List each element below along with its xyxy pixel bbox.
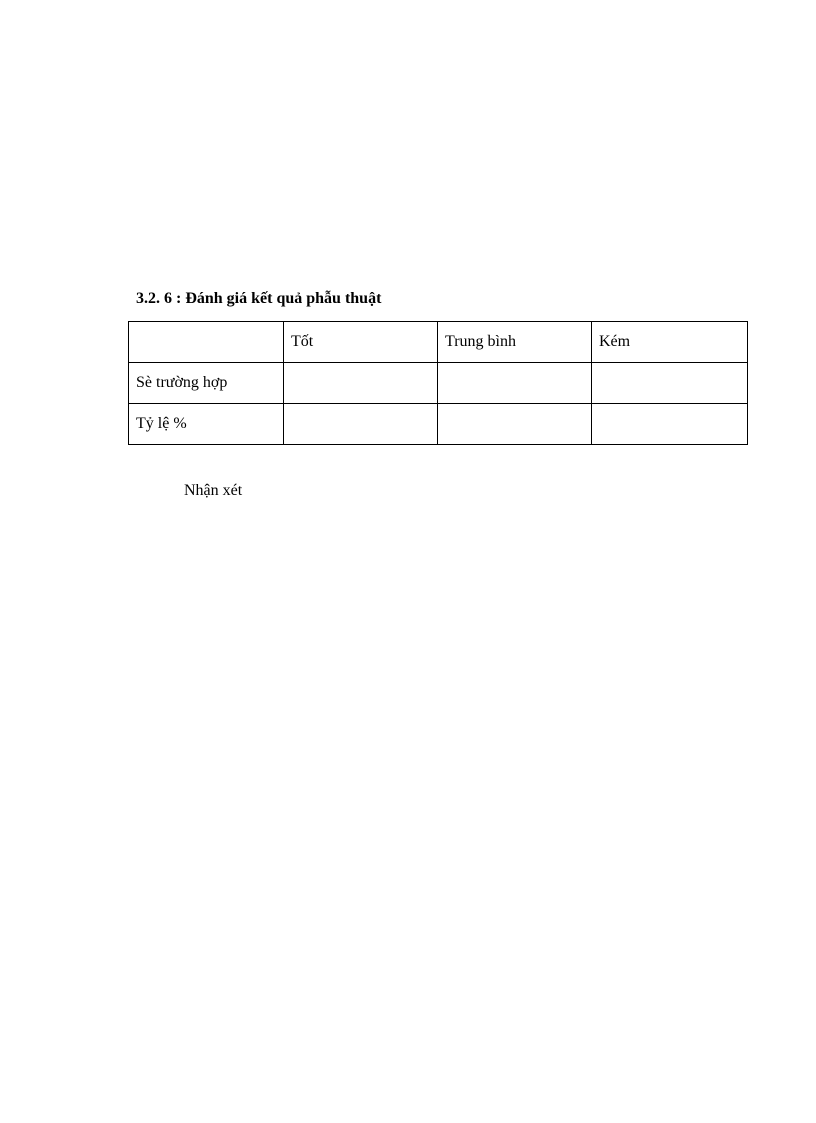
table-cell [284,363,438,404]
table-header-cell: Kém [592,322,748,363]
row-label-cell: Sè trường hợp [129,363,284,404]
table-cell [592,363,748,404]
table-header-row [129,322,748,363]
table-cell [438,404,592,445]
section-heading: 3.2. 6 : Đánh giá kết quả phẫu thuật [136,290,382,307]
table-row [129,404,748,445]
comment-label: Nhận xét [184,482,243,499]
table-header-cell: Trung bình [438,322,592,363]
table-row [129,363,748,404]
table-cell [284,404,438,445]
row-label-cell: Tỷ lệ % [129,404,284,445]
table-header-cell: Tốt [284,322,438,363]
surgery-results-table [128,321,748,445]
table-cell [592,404,748,445]
table-header-cell [129,322,284,363]
table-cell [438,363,592,404]
